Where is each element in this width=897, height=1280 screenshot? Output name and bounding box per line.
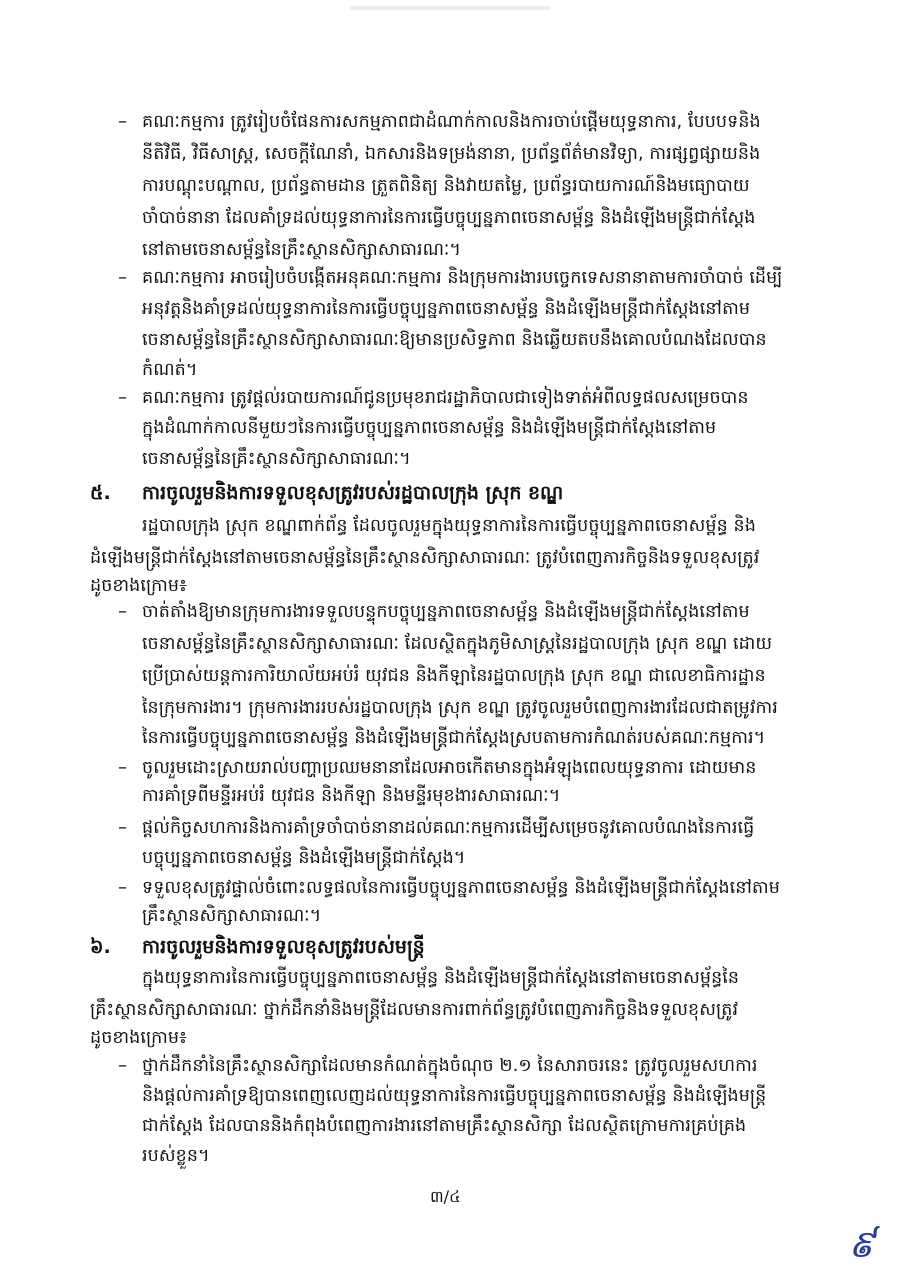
paragraph-line: អនុវត្តនិងគាំទ្រដល់យុទ្ធនាការនៃការធ្វើបច្ចុប្បន្នភាពចេនាសម្ព័ន្ធ និងដំឡើងមន្ត្រីជាក់ស្តែងនៅតាម bbox=[142, 299, 751, 319]
paragraph-line: ចេនាសម្ព័ន្ធនៃគ្រឹះស្ថានសិក្សាសាធារណៈ ដែលស្ថិតក្នុងភូមិសាស្ត្រនៃរដ្ឋបាលក្រុង ស្រុក ខណ្ឌ ដោយ bbox=[142, 634, 773, 654]
handwritten-page-mark: ៩ bbox=[848, 1222, 875, 1266]
paragraph-line: នៃក្រុមការងារ។ ក្រុមការងាររបស់រដ្ឋបាលក្រុង ស្រុក ខណ្ឌ ត្រូវចូលរួមបំពេញការងារដែលជាតម្រូវការ bbox=[142, 698, 778, 718]
paragraph-line: គណៈកម្មការ អាចរៀបចំបង្កើតអនុគណៈកម្មការ និងក្រុមការងារបច្ចេកទេសនានាតាមការចាំបាច់ ដើម្បី bbox=[142, 268, 783, 288]
paragraph-line: ចេនាសម្ព័ន្ធនៃគ្រឹះស្ថានសិក្សាសាធារណៈឱ្យមានប្រសិទ្ធភាព និងឆ្លើយតបនឹងគោលបំណងដែលបាន bbox=[142, 330, 767, 350]
paragraph-line: ចេនាសម្ព័ន្ធនៃគ្រឹះស្ថានសិក្សាសាធារណៈ។ bbox=[142, 449, 411, 469]
paragraph-line: ចាត់តាំងឱ្យមានក្រុមការងារទទួលបន្ទុកបច្ចុប្បន្នភាពចេនាសម្ព័ន្ធ និងដំឡើងមន្ត្រីជាក់ស្តែងនៅតាម bbox=[142, 602, 750, 622]
paragraph-line: នីតិវិធី, វិធីសាស្ត្រ, សេចក្តីណែនាំ, ឯកសារនិងទម្រង់នានា, ប្រព័ន្ធព័ត៌មានវិទ្យា, ការផ្សព្វផ្សាយនិង bbox=[142, 144, 761, 164]
section-heading: ការចូលរួមនិងការទទួលខុសត្រូវរបស់រដ្ឋបាលក្រុង ស្រុក ខណ្ឌ bbox=[142, 482, 564, 504]
paragraph-line: ក្នុងយុទ្ធនាការនៃការធ្វើបច្ចុប្បន្នភាពចេនាសម្ព័ន្ធ និងដំឡើងមន្ត្រីជាក់ស្តែងនៅតាមចេនាសម្ព័ន្ធនៃ bbox=[142, 968, 740, 988]
paragraph-line: និងផ្តល់ការគាំទ្រឱ្យបានពេញលេញដល់យុទ្ធនាការនៃការធ្វើបច្ចុប្បន្នភាពចេនាសម្ព័ន្ធ និងដំឡើងមន្ត្រី bbox=[142, 1086, 767, 1106]
paragraph-line: ដំឡើងមន្ត្រីជាក់ស្តែងនៅតាមចេនាសម្ព័ន្ធនៃគ្រឹះស្ថានសិក្សាសាធារណៈ ត្រូវបំពេញភារកិច្ចនិងទទួលខុសត្រូវ bbox=[90, 548, 760, 568]
paragraph-line: រដ្ឋបាលក្រុង ស្រុក ខណ្ឌពាក់ព័ន្ធ ដែលចូលរួមក្នុងយុទ្ធនាការនៃការធ្វើបច្ចុប្បន្នភាពចេនាសម្ព័ន្ធ និង bbox=[142, 516, 756, 536]
paragraph-line: គ្រឹះស្ថានសិក្សាសាធារណៈ ថ្នាក់ដឹកនាំនិងមន្ត្រីដែលមានការពាក់ព័ន្ធត្រូវបំពេញភារកិច្ចនិងទទួលខុសត្រូវ bbox=[90, 1000, 739, 1020]
section-heading: ការចូលរួមនិងការទទួលខុសត្រូវរបស់មន្ត្រី bbox=[142, 936, 425, 958]
paragraph-line: គណៈកម្មការ ត្រូវរៀបចំផែនការសកម្មភាពជាដំណាក់កាលនិងការចាប់ផ្តើមយុទ្ធនាការ, បែបបទនិង bbox=[142, 112, 761, 132]
paragraph-line: ការគាំទ្រពីមន្ទីរអប់រំ យុវជន និងកីឡា និងមន្ទីរមុខងារសាធារណៈ។ bbox=[142, 786, 561, 806]
paragraph-line: របស់ខ្លួន។ bbox=[142, 1146, 210, 1166]
paragraph-line: ផ្តល់កិច្ចសហការនិងការគាំទ្រចាំបាច់នានាដល់គណៈកម្មការដើម្បីសម្រេចនូវគោលបំណងនៃការធ្វើ bbox=[142, 818, 755, 838]
paragraph-line: ថ្នាក់ដឹកនាំនៃគ្រឹះស្ថានសិក្សាដែលមានកំណត់ក្នុងចំណុច ២.១ នៃសារាចរនេះ ត្រូវចូលរួមសហការ bbox=[142, 1056, 758, 1076]
paragraph-line: នៅតាមចេនាសម្ព័ន្ធនៃគ្រឹះស្ថានសិក្សាសាធារណៈ។ bbox=[142, 240, 462, 260]
paragraph-line: ចូលរួមដោះស្រាយរាល់បញ្ហាប្រឈមនានាដែលអាចកើតមានក្នុងអំឡុងពេលយុទ្ធនាការ ដោយមាន bbox=[142, 758, 757, 778]
paragraph-line: ប្រើប្រាស់យន្តការការិយាល័យអប់រំ យុវជន និងកីឡានៃរដ្ឋបាលក្រុង ស្រុក ខណ្ឌ ជាលេខាធិការដ្ឋាន bbox=[142, 666, 766, 686]
bullet-dash: – bbox=[118, 387, 127, 408]
paragraph-line: បច្ចុប្បន្នភាពចេនាសម្ព័ន្ធ និងដំឡើងមន្ត្រីជាក់ស្តែង។ bbox=[142, 848, 466, 868]
bullet-dash: – bbox=[118, 877, 127, 898]
paragraph-line: គណៈកម្មការ ត្រូវផ្តល់របាយការណ៍ជូនប្រមុខរាជរដ្ឋាភិបាលជាទៀងទាត់អំពីលទ្ធផលសម្រេចបាន bbox=[142, 388, 749, 408]
paragraph-line: នៃការធ្វើបច្ចុប្បន្នភាពចេនាសម្ព័ន្ធ និងដំឡើងមន្ត្រីជាក់ស្តែងស្របតាមការកំណត់របស់គណៈកម្មការ។ bbox=[142, 728, 766, 748]
page-number: ៣/៤ bbox=[430, 1187, 461, 1206]
section-number: ៦. bbox=[90, 936, 111, 958]
scan-artifact bbox=[350, 6, 550, 10]
bullet-dash: – bbox=[118, 601, 127, 622]
bullet-dash: – bbox=[118, 757, 127, 778]
paragraph-line: ក្នុងដំណាក់កាលនីមួយៗនៃការធ្វើបច្ចុប្បន្នភាពចេនាសម្ព័ន្ធ និងដំឡើងមន្ត្រីជាក់ស្តែងនៅតាម bbox=[142, 418, 717, 438]
bullet-dash: – bbox=[118, 1055, 127, 1076]
paragraph-line: ចាំបាច់នានា ដែលគាំទ្រដល់យុទ្ធនាការនៃការធ្វើបច្ចុប្បន្នភាពចេនាសម្ព័ន្ធ និងដំឡើងមន្ត្រីជាក់ស្តែង bbox=[142, 208, 756, 228]
paragraph-line: ការបណ្តុះបណ្តាល, ប្រព័ន្ធតាមដាន ត្រួតពិនិត្យ និងវាយតម្លៃ, ប្រព័ន្ធរបាយការណ៍និងមធ្យោបាយ bbox=[142, 176, 750, 196]
paragraph-line: គ្រឹះស្ថានសិក្សាសាធារណៈ។ bbox=[142, 906, 322, 926]
paragraph-line: ទទួលខុសត្រូវផ្ទាល់ចំពោះលទ្ធផលនៃការធ្វើបច្ចុប្បន្នភាពចេនាសម្ព័ន្ធ និងដំឡើងមន្ត្រីជាក់ស្តែងនៅតាម bbox=[142, 878, 780, 898]
bullet-dash: – bbox=[118, 267, 127, 288]
paragraph-line: ដូចខាងក្រោម៖ bbox=[90, 1028, 187, 1048]
paragraph-line: ជាក់ស្តែង ដែលបាននិងកំពុងបំពេញការងារនៅតាមគ្រឹះស្ថានសិក្សា ដែលស្ថិតក្រោមការគ្រប់គ្រង bbox=[142, 1116, 747, 1136]
bullet-dash: – bbox=[118, 111, 127, 132]
bullet-dash: – bbox=[118, 817, 127, 838]
section-number: ៥. bbox=[90, 482, 111, 504]
paragraph-line: ដូចខាងក្រោម៖ bbox=[90, 576, 187, 596]
paragraph-line: កំណត់។ bbox=[142, 360, 198, 380]
